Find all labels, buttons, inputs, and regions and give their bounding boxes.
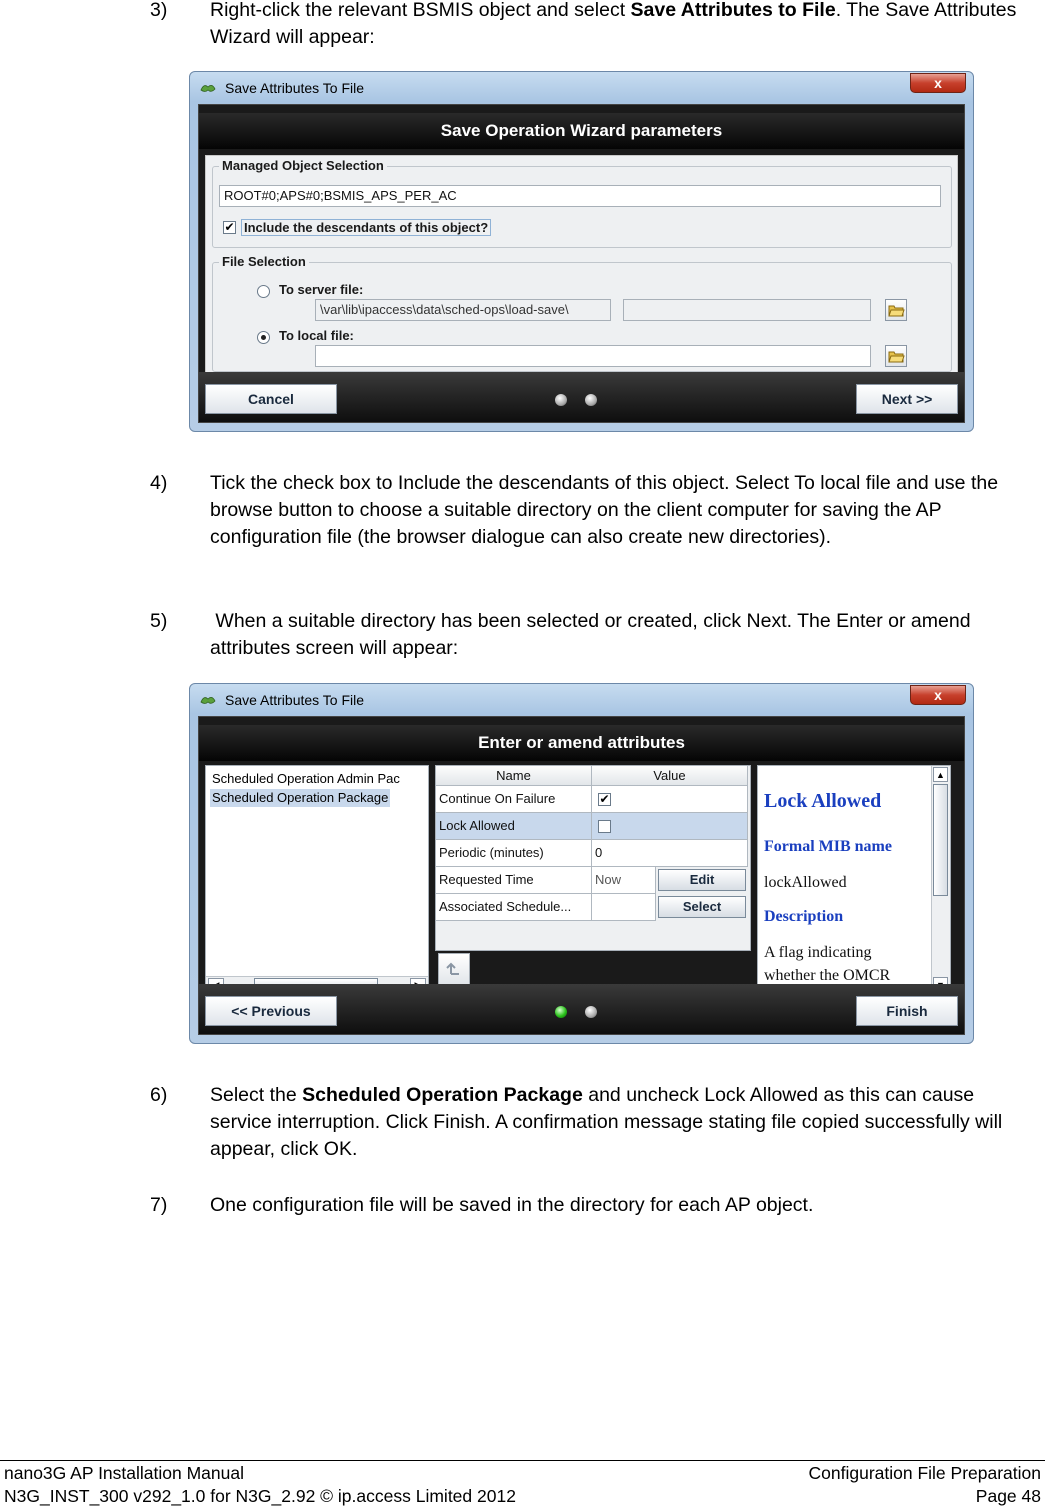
- table-row-name[interactable]: Requested Time: [436, 867, 592, 894]
- step-text: Tick the check box to Include the descendants of this object. Select To local file and use the browse button to choose a suitable directory on the client computer for saving the AP configuration file (the browser dialogue can also create new directories).: [210, 472, 999, 548]
- app-icon: [200, 693, 216, 707]
- tree-item[interactable]: Scheduled Operation Admin Pac: [212, 771, 400, 786]
- server-path-field[interactable]: \var\lib\ipaccess\data\sched-ops\load-save\: [315, 299, 611, 321]
- step-indicator-1: [555, 1006, 567, 1018]
- wizard-client: [198, 104, 965, 423]
- step-indicator-2: [585, 1006, 597, 1018]
- edit-button[interactable]: Edit: [658, 869, 746, 891]
- window-title: Save Attributes To File: [225, 692, 365, 708]
- footer-section-title: Configuration File Preparation: [808, 1463, 1041, 1483]
- table-row-value[interactable]: [592, 894, 656, 921]
- object-tree: [205, 765, 429, 994]
- footer-page-number: Page 48: [975, 1486, 1041, 1506]
- table-row-value[interactable]: [592, 786, 748, 813]
- table-row-name[interactable]: Periodic (minutes): [436, 840, 592, 867]
- close-button[interactable]: x: [910, 73, 966, 93]
- step-indicator-1: [555, 394, 567, 406]
- step-number: 4): [150, 472, 168, 494]
- step-text: One configuration file will be saved in the directory for each AP object.: [210, 1194, 814, 1216]
- file-selection-fieldset: [212, 254, 952, 372]
- to-server-label: To server file:: [279, 282, 364, 297]
- column-header-name: Name: [436, 766, 592, 786]
- local-browse-button[interactable]: [885, 345, 907, 367]
- previous-button[interactable]: << Previous: [205, 996, 337, 1026]
- table-row-name[interactable]: Continue On Failure: [436, 786, 592, 813]
- wizard-button-bar: [199, 984, 964, 1034]
- to-server-radio[interactable]: [257, 285, 270, 298]
- tree-item[interactable]: Scheduled Operation Package: [212, 790, 389, 805]
- step-text: Right-click the relevant BSMIS object and select Save Attributes to File. The Save Attributes Wizard will appear:: [210, 0, 1017, 48]
- step-text: When a suitable directory has been selected or created, click Next. The Enter or amend attributes screen will appear:: [210, 610, 976, 659]
- window-title: Save Attributes To File: [225, 80, 365, 96]
- wizard-button-bar: [199, 372, 964, 422]
- table-row-value[interactable]: 0: [592, 840, 748, 867]
- scroll-thumb[interactable]: [933, 784, 948, 896]
- lock-allowed-checkbox[interactable]: [598, 820, 611, 833]
- managed-object-field[interactable]: ROOT#0;APS#0;BSMIS_APS_PER_AC: [219, 185, 941, 207]
- help-description-line: A flag indicating: [764, 944, 872, 961]
- table-row-value[interactable]: [592, 813, 748, 840]
- wizard-client: [198, 716, 965, 1035]
- help-formal-heading: Formal MIB name: [764, 838, 892, 855]
- help-formal-value: lockAllowed: [764, 874, 847, 891]
- title-bar: [190, 72, 973, 106]
- step-text: Select the Scheduled Operation Package and uncheck Lock Allowed as this can cause service interruption. Click Finish. A confirmation message stating file copied successfully will appear, click OK.: [210, 1084, 1003, 1160]
- continue-on-failure-checkbox[interactable]: ✔: [599, 792, 610, 806]
- parameters-panel: [205, 155, 958, 383]
- footer-document-id: N3G_INST_300 v292_1.0 for N3G_2.92 © ip.access Limited 2012: [4, 1486, 516, 1506]
- file-selection-legend: File Selection: [219, 254, 309, 269]
- wizard-header: Enter or amend attributes: [199, 725, 964, 761]
- table-row-name[interactable]: Lock Allowed: [436, 813, 592, 840]
- include-descendants-checkbox[interactable]: ✔: [224, 220, 235, 234]
- server-file-field[interactable]: [623, 299, 871, 321]
- step-number: 3): [150, 0, 168, 21]
- help-description-heading: Description: [764, 908, 844, 925]
- folder-open-icon: [888, 349, 905, 364]
- arrow-up-icon: [439, 954, 469, 984]
- select-button[interactable]: Select: [658, 896, 746, 918]
- vertical-scrollbar[interactable]: [931, 766, 950, 993]
- help-title: Lock Allowed: [764, 790, 882, 812]
- table-row-value[interactable]: Now: [592, 867, 656, 894]
- managed-object-legend: Managed Object Selection: [219, 158, 387, 173]
- attribute-help-panel: [757, 765, 951, 994]
- next-button[interactable]: Next >>: [856, 384, 958, 414]
- step-number: 6): [150, 1084, 168, 1106]
- footer-document-title: nano3G AP Installation Manual: [4, 1463, 244, 1483]
- to-local-radio[interactable]: [257, 331, 270, 344]
- finish-button[interactable]: Finish: [856, 996, 958, 1026]
- column-header-value: Value: [592, 766, 748, 786]
- include-descendants-label: Include the descendants of this object?: [241, 219, 491, 236]
- table-row-name[interactable]: Associated Schedule...: [436, 894, 592, 921]
- step-number: 7): [150, 1194, 168, 1216]
- step-indicator-2: [585, 394, 597, 406]
- attributes-table: [435, 765, 751, 951]
- attributes-wizard-window: [189, 683, 974, 1044]
- scroll-up-icon[interactable]: ▲: [933, 767, 948, 782]
- server-browse-button[interactable]: [885, 299, 907, 321]
- help-description-line: whether the OMCR: [764, 967, 891, 984]
- save-wizard-window: [189, 71, 974, 432]
- local-file-field[interactable]: [315, 345, 871, 367]
- step-number: 5): [150, 610, 168, 632]
- footer-rule: [0, 1460, 1045, 1461]
- folder-open-icon: [888, 303, 905, 318]
- app-icon: [200, 81, 216, 95]
- cancel-button[interactable]: Cancel: [205, 384, 337, 414]
- wizard-header: Save Operation Wizard parameters: [199, 113, 964, 149]
- title-bar: [190, 684, 973, 718]
- managed-object-fieldset: [212, 158, 952, 248]
- to-local-label: To local file:: [279, 328, 354, 343]
- close-button[interactable]: x: [910, 685, 966, 705]
- navigate-up-button[interactable]: [438, 953, 470, 985]
